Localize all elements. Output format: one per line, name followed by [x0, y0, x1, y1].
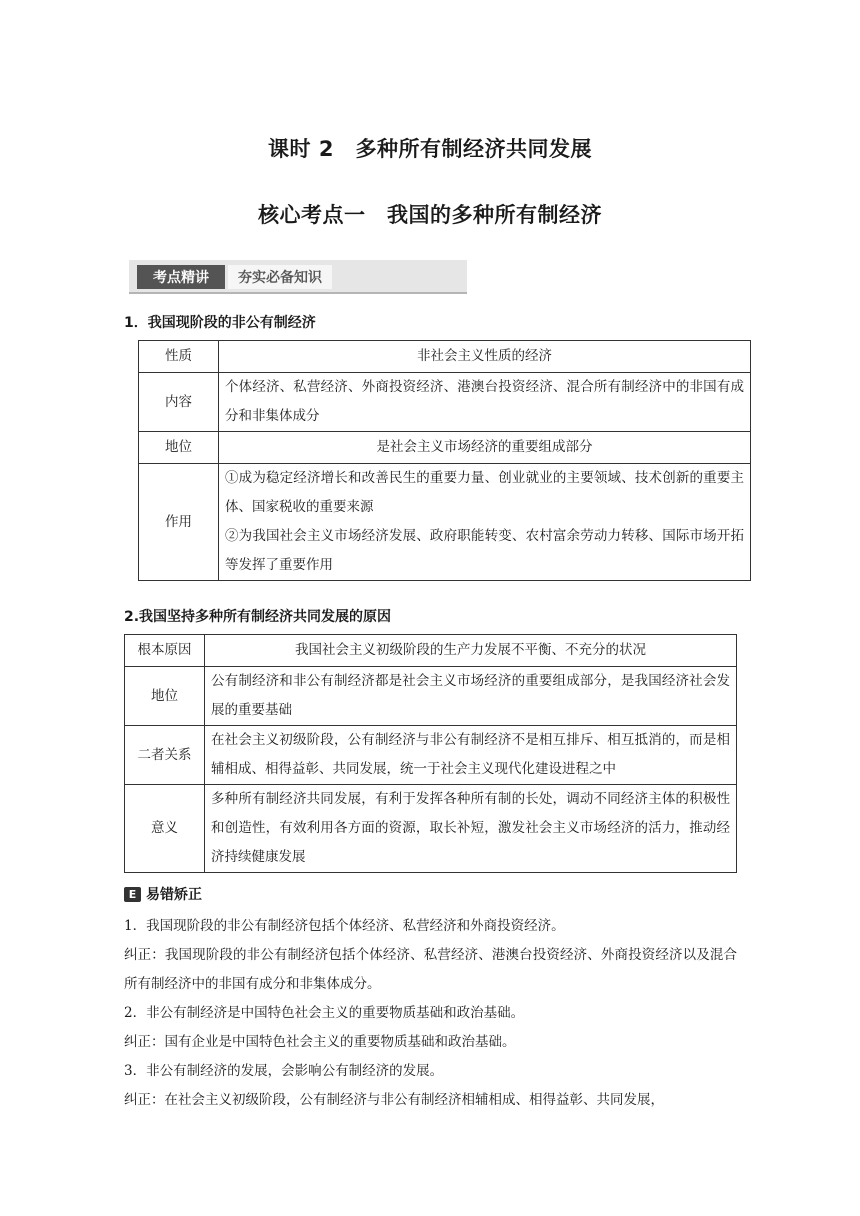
row-label: 意义	[125, 785, 205, 873]
row-content: 非社会主义性质的经济	[219, 341, 751, 373]
non-public-economy-table	[138, 340, 751, 581]
table-row	[125, 726, 737, 785]
role-point-2: ②为我国社会主义市场经济发展、政府职能转变、农村富余劳动力转移、国际市场开拓等发挥了重要作用	[225, 528, 744, 573]
table-row	[139, 432, 751, 464]
role-point-1: ①成为稳定经济增长和改善民生的重要力量、创业就业的主要领域、技术创新的重要主体、国家税收的重要来源	[225, 470, 744, 515]
table-row	[139, 373, 751, 432]
row-label: 作用	[139, 464, 219, 581]
row-label: 地位	[139, 432, 219, 464]
banner-subtag: 夯实必备知识	[228, 265, 332, 289]
correction-fix-2: 纠正：国有企业是中国特色社会主义的重要物质基础和政治基础。	[124, 1034, 516, 1050]
section-banner	[129, 260, 467, 294]
row-label: 地位	[125, 667, 205, 726]
correction-title: 易错矫正	[146, 887, 202, 903]
heading-reasons: 2.我国坚持多种所有制经济共同发展的原因	[124, 609, 392, 625]
row-content: 在社会主义初级阶段，公有制经济与非公有制经济不是相互排斥、相互抵消的，而是相辅相成、相得益彰、共同发展，统一于社会主义现代化建设进程之中	[205, 726, 737, 785]
table-row	[125, 635, 737, 667]
row-content: 是社会主义市场经济的重要组成部分	[219, 432, 751, 464]
correction-heading	[124, 884, 202, 904]
correction-fix-3: 纠正：在社会主义初级阶段，公有制经济与非公有制经济相辅相成、相得益彰、共同发展，	[124, 1092, 664, 1108]
table-row	[125, 667, 737, 726]
row-content: 多种所有制经济共同发展，有利于发挥各种所有制的长处，调动不同经济主体的积极性和创造性，有效利用各方面的资源，取长补短，激发社会主义市场经济的活力，推动经济持续健康发展	[205, 785, 737, 873]
correction-item-3: 3．非公有制经济的发展，会影响公有制经济的发展。	[124, 1063, 444, 1079]
row-content: 我国社会主义初级阶段的生产力发展不平衡、不充分的状况	[205, 635, 737, 667]
row-content: 公有制经济和非公有制经济都是社会主义市场经济的重要组成部分，是我国经济社会发展的重要基础	[205, 667, 737, 726]
table-row	[139, 464, 751, 581]
correction-item-2: 2．非公有制经济是中国特色社会主义的重要物质基础和政治基础。	[124, 1005, 525, 1021]
correction-item-1: 1．我国现阶段的非公有制经济包括个体经济、私营经济和外商投资经济。	[124, 918, 565, 934]
table-row	[139, 341, 751, 373]
correction-fix-1: 纠正：我国现阶段的非公有制经济包括个体经济、私营经济、港澳台投资经济、外商投资经济以及混合所有制经济中的非国有成分和非集体成分。	[124, 947, 737, 992]
row-label: 根本原因	[125, 635, 205, 667]
row-label: 性质	[139, 341, 219, 373]
banner-tag: 考点精讲	[137, 265, 225, 289]
heading-non-public-economy: 1．我国现阶段的非公有制经济	[124, 315, 316, 331]
row-content	[219, 464, 751, 581]
reasons-table	[124, 634, 737, 873]
row-content: 个体经济、私营经济、外商投资经济、港澳台投资经济、混合所有制经济中的非国有成分和非集体成分	[219, 373, 751, 432]
table-row	[125, 785, 737, 873]
correction-icon: E	[124, 887, 141, 902]
lesson-title: 课时 2 多种所有制经济共同发展	[268, 137, 592, 161]
row-label: 内容	[139, 373, 219, 432]
row-label: 二者关系	[125, 726, 205, 785]
section-title: 核心考点一 我国的多种所有制经济	[258, 203, 602, 227]
